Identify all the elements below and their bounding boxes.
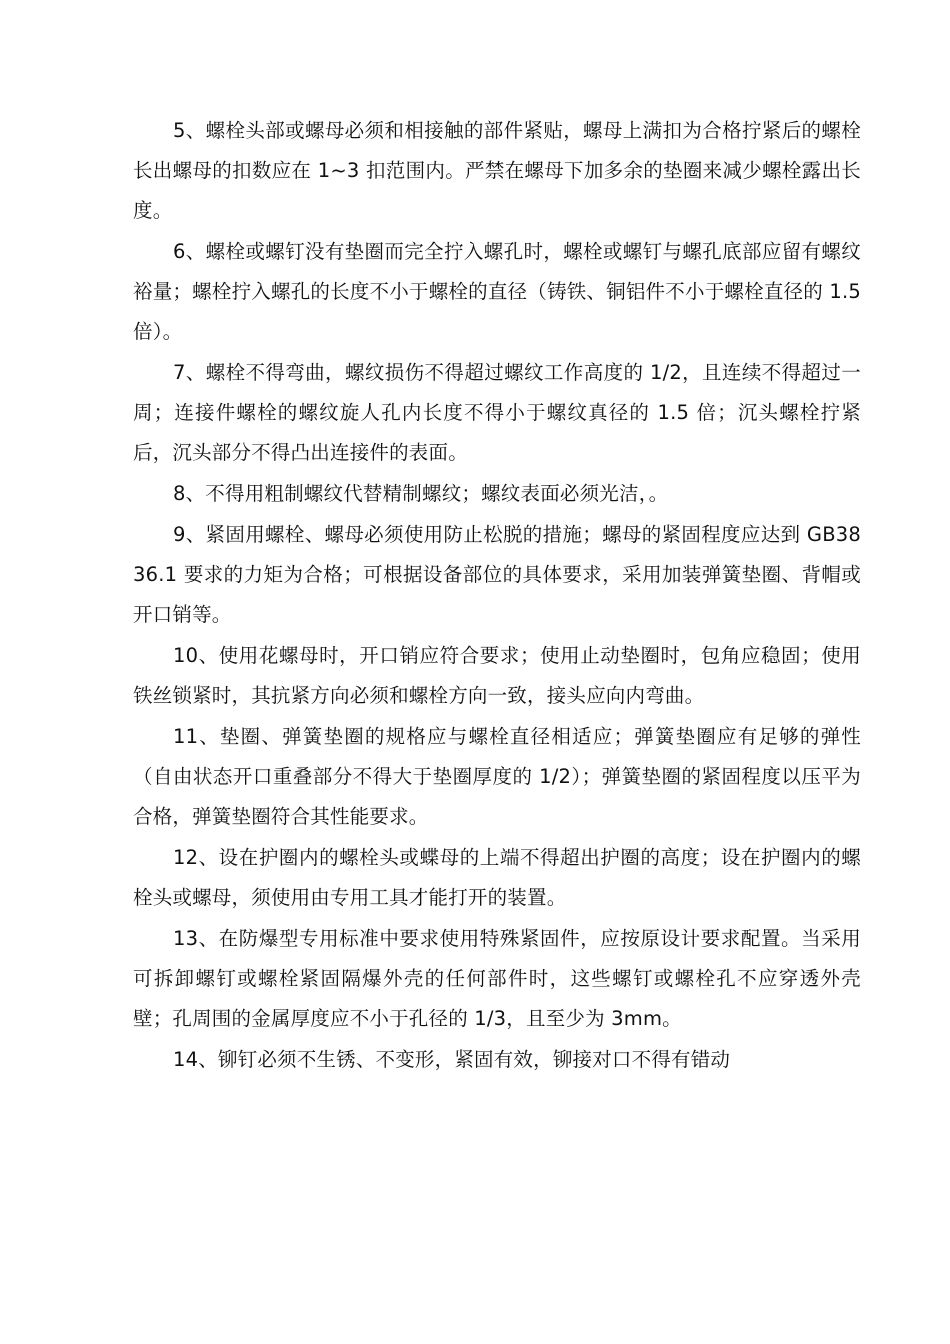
paragraph-5: 5、螺栓头部或螺母必须和相接触的部件紧贴，螺母上满扣为合格拧紧后的螺栓长出螺母的扣数应在 1~3 扣范围内。严禁在螺母下加多余的垫圈来减少螺栓露出长度。 xyxy=(133,119,861,222)
paragraph-6: 6、螺栓或螺钉没有垫圈而完全拧入螺孔时，螺栓或螺钉与螺孔底部应留有螺纹裕量；螺栓拧入螺孔的长度不小于螺栓的直径（铸铁、铜铝件不小于螺栓直径的 1.5 倍）。 xyxy=(133,240,861,343)
paragraph-7: 7、螺栓不得弯曲，螺纹损伤不得超过螺纹工作高度的 1/2，且连续不得超过一周；连接件螺栓的螺纹旋人孔内长度不得小于螺纹真径的 1.5 倍；沉头螺栓拧紧后，沉头部分不得凸出连接件的表面。 xyxy=(133,361,861,464)
paragraph-14: 14、铆钉必须不生锈、不变形，紧固有效，铆接对口不得有错动 xyxy=(173,1048,731,1071)
paragraph-12: 12、设在护圈内的螺栓头或蝶母的上端不得超出护圈的高度；设在护圈内的螺栓头或螺母，须使用由专用工具才能打开的装置。 xyxy=(133,846,861,909)
paragraph-8: 8、不得用粗制螺纹代替精制螺纹；螺纹表面必须光洁，。 xyxy=(173,482,669,505)
paragraph-11: 11、垫圈、弹簧垫圈的规格应与螺栓直径相适应；弹簧垫圈应有足够的弹性（自由状态开口重叠部分不得大于垫圈厚度的 1/2）；弹簧垫圈的紧固程度以压平为合格，弹簧垫圈符合其性能要求。 xyxy=(133,725,861,828)
paragraph-9: 9、紧固用螺栓、螺母必须使用防止松脱的措施；螺母的紧固程度应达到 GB3836.1 要求的力矩为合格；可根据设备部位的具体要求，采用加装弹簧垫圈、背帽或开口销等。 xyxy=(133,523,861,626)
document-body xyxy=(133,111,861,1081)
paragraph-13: 13、在防爆型专用标准中要求使用特殊紧固件，应按原设计要求配置。当采用可拆卸螺钉或螺栓紧固隔爆外壳的任何部件时，这些螺钉或螺栓孔不应穿透外壳壁；孔周围的金属厚度应不小于孔径的 1/3，且至少为 3mm。 xyxy=(133,927,861,1030)
paragraph-10: 10、使用花螺母时，开口销应符合要求；使用止动垫圈时，包角应稳固；使用铁丝锁紧时，其抗紧方向必须和螺栓方向一致，接头应向内弯曲。 xyxy=(133,644,861,707)
